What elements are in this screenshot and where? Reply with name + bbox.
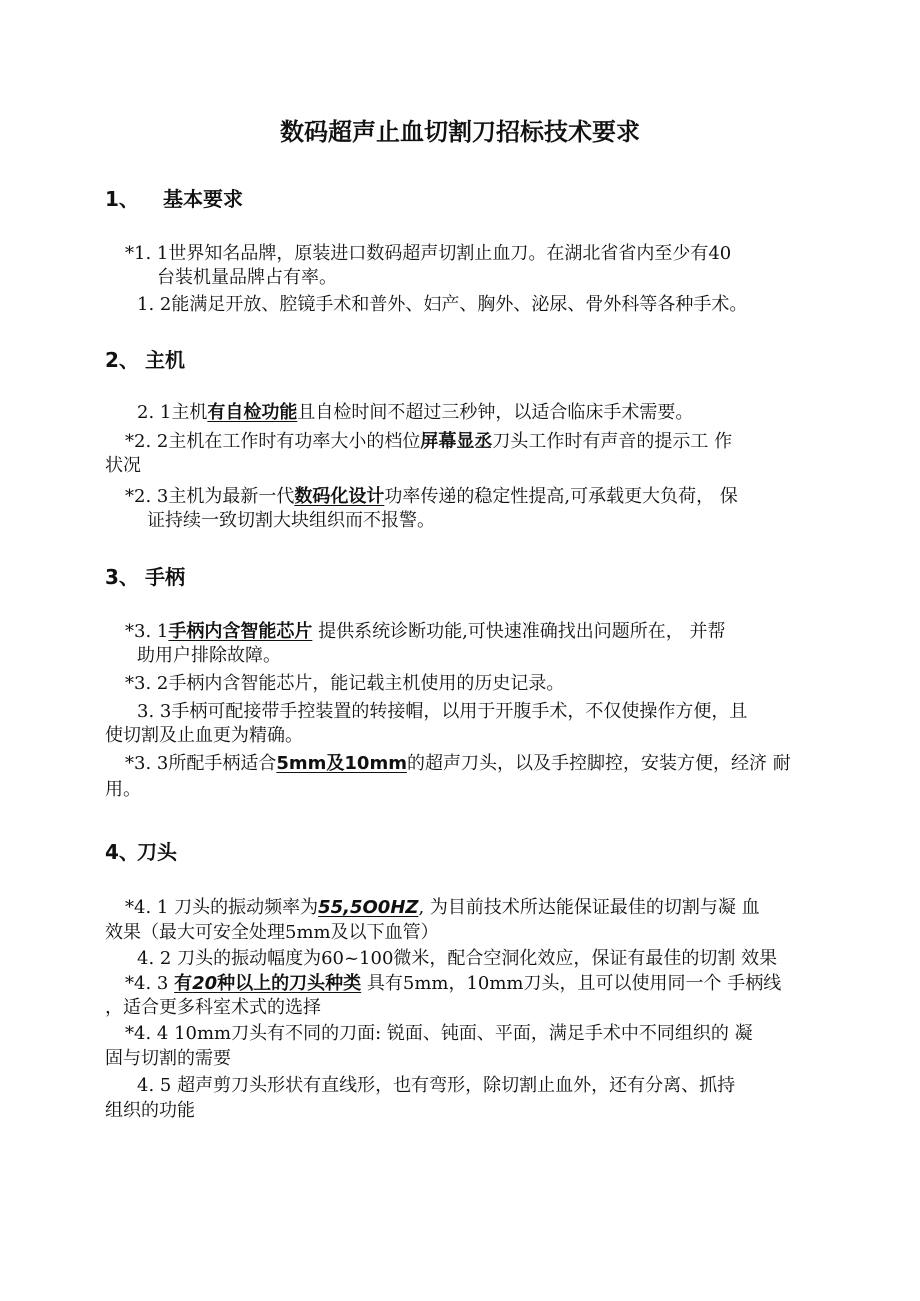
requirement-line: 组织的功能 — [105, 1100, 195, 1121]
text: *4. 1 刀头的振动频率为 — [125, 897, 319, 918]
section-heading-host — [105, 347, 185, 373]
text: *4. 3 — [125, 973, 175, 994]
requirement-line — [125, 752, 791, 776]
text: 具有5mm，10mm刀头，且可以使用同一个 手柄线 — [361, 973, 782, 994]
section-number: 1、 — [105, 187, 139, 211]
emphasis: 数码化设计 — [294, 486, 385, 507]
section-heading-blade — [105, 839, 177, 865]
requirement-line — [125, 972, 781, 996]
emphasis: 5mm及10mm — [276, 753, 407, 774]
requirement-line: 台装机量品牌占有率。 — [157, 267, 337, 288]
section-label: 刀头 — [137, 840, 177, 864]
text: 且自检时间不超过三秒钟，以适合临床手术需要。 — [297, 402, 694, 423]
emphasis: 屏幕显丞 — [420, 431, 493, 452]
requirement-line: 4. 2 刀头的振动幅度为60~100微米，配合空洞化效应，保证有最佳的切割 效果 — [137, 948, 778, 969]
section-heading-handle — [105, 564, 185, 590]
section-label: 主机 — [145, 348, 185, 372]
section-label: 手柄 — [145, 565, 185, 589]
requirement-line: *3. 2手柄内含智能芯片，能记载主机使用的历史记录。 — [125, 673, 565, 694]
text: *3. 1 — [125, 621, 169, 642]
requirement-line — [125, 620, 726, 644]
emphasis: 有自检功能 — [207, 402, 298, 423]
text: 提供系统诊断功能,可快速准确找出问题所在， 并帮 — [312, 621, 726, 642]
section-heading-basic — [105, 186, 243, 212]
section-number: 3、 — [105, 565, 139, 589]
emphasis: 55,5O0HZ — [318, 897, 419, 918]
requirement-line — [125, 896, 760, 920]
text: *3. 3所配手柄适合 — [125, 753, 277, 774]
emphasis: 20 — [192, 973, 218, 994]
requirement-line — [125, 430, 732, 454]
text: , 为目前技术所达能保证最佳的切割与凝 血 — [418, 897, 760, 918]
section-number: 4、 — [105, 840, 139, 864]
requirement-line: 使切割及止血更为精确。 — [105, 725, 303, 746]
document-title: 数码超声止血切割刀招标技术要求 — [280, 118, 640, 146]
requirement-line: 证持续一致切割大块组织而不报警。 — [147, 510, 435, 531]
emphasis: 手柄内含智能芯片 — [168, 621, 313, 642]
requirement-line: 3. 3手柄可配接带手控装置的转接帽，以用于开腹手术，不仅使操作方便，且 — [137, 701, 748, 722]
requirement-line: 4. 5 超声剪刀头形状有直线形，也有弯形，除切割止血外，还有分离、抓持 — [137, 1075, 736, 1096]
text: 刀头工作时有声音的提示工 作 — [492, 431, 733, 452]
emphasis: 种以上的刀头种类 — [217, 973, 362, 994]
text: 功率传递的稳定性提高,可承载更大负荷， 保 — [384, 486, 738, 507]
requirement-line: 1. 2能满足开放、腔镜手术和普外、妇产、胸外、泌尿、骨外科等各种手术。 — [137, 294, 748, 315]
requirement-line: 状况 — [105, 455, 141, 476]
requirement-line: 固与切割的需要 — [105, 1048, 231, 1069]
section-label: 基本要求 — [163, 187, 243, 211]
emphasis: 有 — [174, 973, 193, 994]
requirement-line: 效果（最大可安全处理5mm及以下血管） — [105, 922, 439, 943]
section-number: 2、 — [105, 348, 139, 372]
requirement-line: *4. 4 10mm刀头有不同的刀面: 锐面、钝面、平面，满足手术中不同组织的 凝 — [125, 1023, 753, 1044]
requirement-line: 用。 — [105, 779, 141, 800]
text: 的超声刀头，以及手控脚控，安装方便，经济 耐 — [406, 753, 791, 774]
requirement-line — [137, 401, 693, 425]
text: *2. 2主机在工作时有功率大小的档位 — [125, 431, 421, 452]
text: 2. 1主机 — [137, 402, 208, 423]
text: *2. 3主机为最新一代 — [125, 486, 295, 507]
requirement-line — [125, 485, 738, 509]
requirement-line: ，适合更多科室术式的选择 — [105, 997, 321, 1018]
requirement-line: 助用户排除故障。 — [137, 645, 281, 666]
requirement-line: *1. 1世界知名品牌，原装进口数码超声切割止血刀。在湖北省省内至少有40 — [125, 243, 732, 264]
